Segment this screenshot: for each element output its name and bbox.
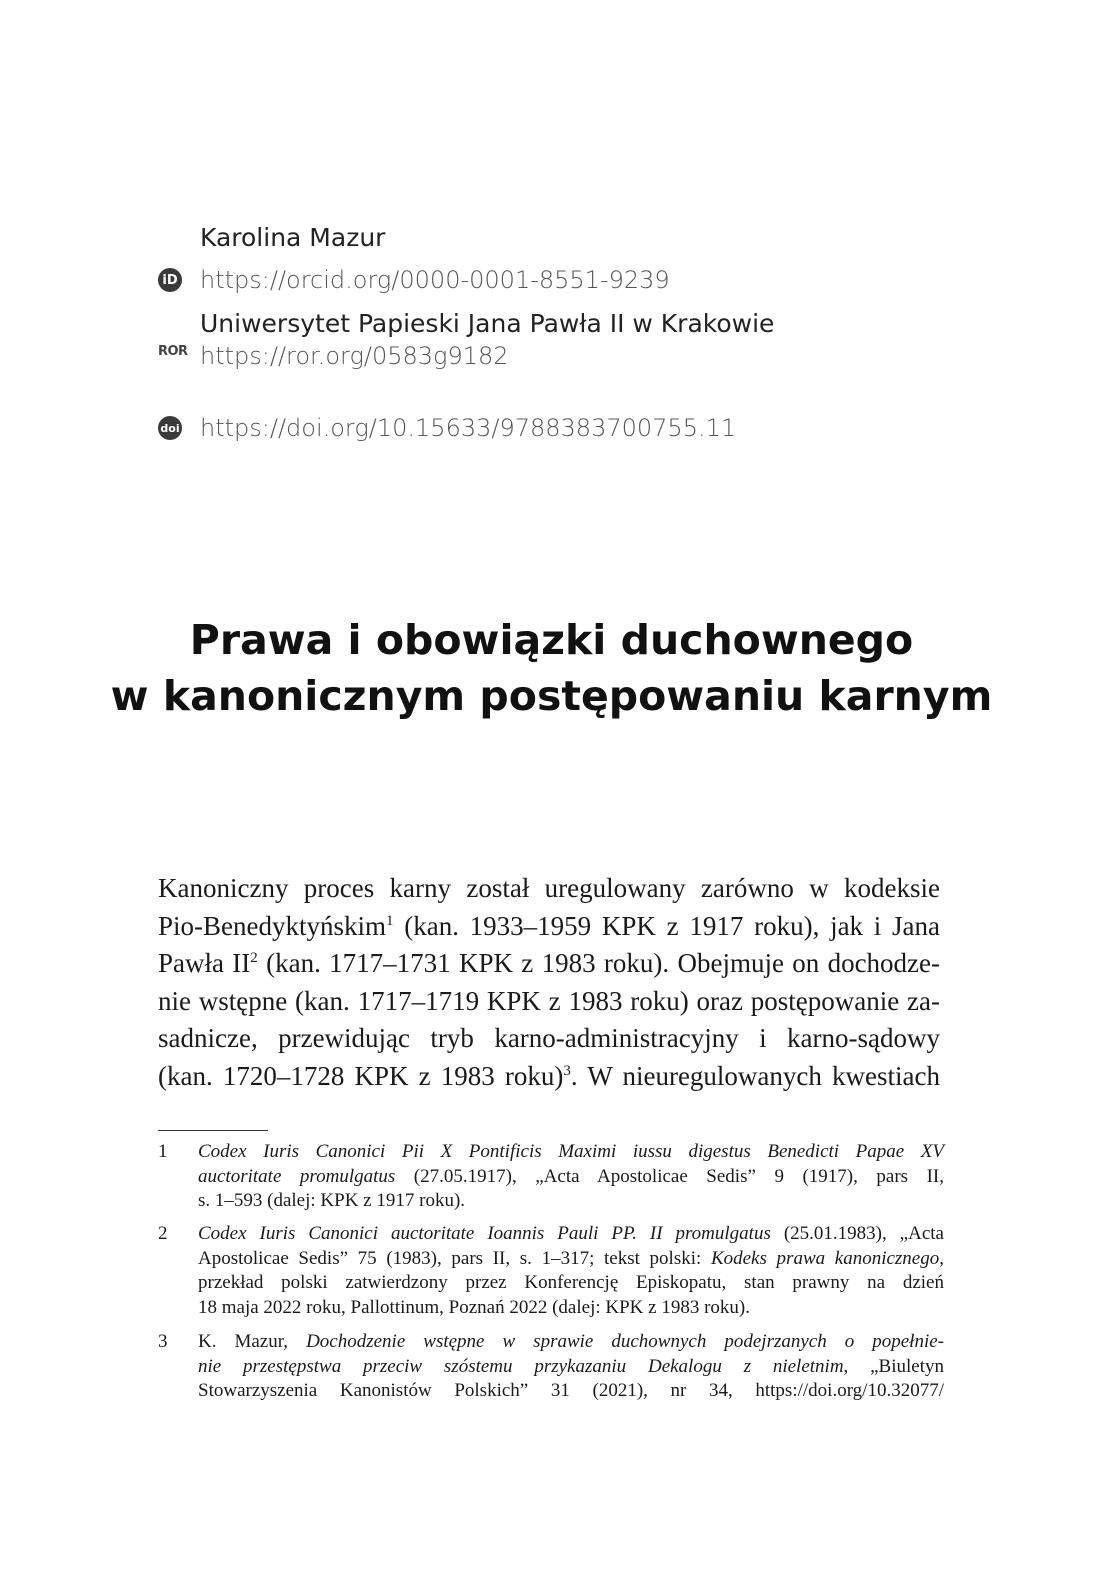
body-line: Kanoniczny proces karny został uregulowany zarówno w kodeksie	[158, 873, 940, 903]
footnote-divider	[158, 1130, 268, 1131]
doi-icon: doi	[158, 416, 182, 440]
doi-link[interactable]: https://doi.org/10.15633/9788383700755.11	[200, 414, 737, 442]
body-paragraph	[158, 870, 940, 1095]
ror-icon: ROR	[158, 344, 188, 359]
author-name: Karolina Mazur	[200, 223, 386, 252]
footnote-text: Codex Iuris Canonici Pii X Pontificis Maximi iussu digestus Benedicti Papae XV auctoritate promulgatus (27.05.1917), „Acta Apostolicae Sedis” 9 (1917), pars II, s. 1–593 (dalej: KPK z 1917 roku).	[198, 1141, 944, 1211]
body-line: Pio-Benedyktyńskim$^1$ (kan. 1933–1959 KPK z 1917 roku), jak i Jana	[158, 910, 940, 941]
chapter-title	[0, 612, 1103, 724]
footnote-number: 2	[158, 1223, 168, 1244]
footnote-ref-2[interactable]: 2	[250, 950, 258, 966]
footnote-ref-3[interactable]: 3	[563, 1062, 571, 1079]
footnote-ref-1[interactable]: 1	[386, 912, 394, 929]
orcid-link[interactable]: https://orcid.org/0000-0001-8551-9239	[200, 266, 670, 294]
title-line-2: w kanonicznym postępowaniu karnym	[110, 672, 993, 720]
body-line: (kan. 1720–1728 KPK z 1983 roku)$^3$. W nieuregulowanych kwestiach	[158, 1060, 940, 1091]
footnote-text: Codex Iuris Canonici auctoritate Ioannis Pauli PP. II promulgatus (25.01.1983), „Acta Apostolicae Sedis” 75 (1983), pars II, s. 1–317; tekst polski: Kodeks prawa kanonicznego, przekład polski zatwierdzony przez Konferencję Episkopatu, stan prawny na dzień 18 maja 2022 roku, Pallottinum, Poznań 2022 (dalej: KPK z 1983 roku).	[198, 1223, 944, 1318]
body-line: nie wstępne (kan. 1717–1719 KPK z 1983 roku) oraz postępowanie za-	[158, 985, 940, 1016]
footnote-number: 3	[158, 1331, 168, 1352]
footnote-text: K. Mazur, Dochodzenie wstępne w sprawie duchownych podejrzanych o popełnie- nie przestępstwa przeciw szóstemu przykazaniu Dekalogu z nieletnim, „Biuletyn Stowarzyszenia Kanonistów Polskich” 31 (2021), nr 34, https://doi.org/10.32077/	[198, 1331, 944, 1401]
affiliation: Uniwersytet Papieski Jana Pawła II w Krakowie	[200, 309, 775, 338]
body-line: Pawła $II^2$ (kan. 1717–1731 KPK z 1983 roku). Obejmuje on dochodze-	[158, 948, 941, 978]
orcid-icon: iD	[158, 268, 182, 292]
body-line: sadnicze, przewidując tryb karno-administracyjny i karno-sądowy	[158, 1023, 940, 1053]
footnote-number: 1	[158, 1141, 168, 1162]
ror-link[interactable]: https://ror.org/0583g9182	[200, 342, 509, 370]
title-line-1: Prawa i obowiązki duchownego	[189, 616, 914, 664]
